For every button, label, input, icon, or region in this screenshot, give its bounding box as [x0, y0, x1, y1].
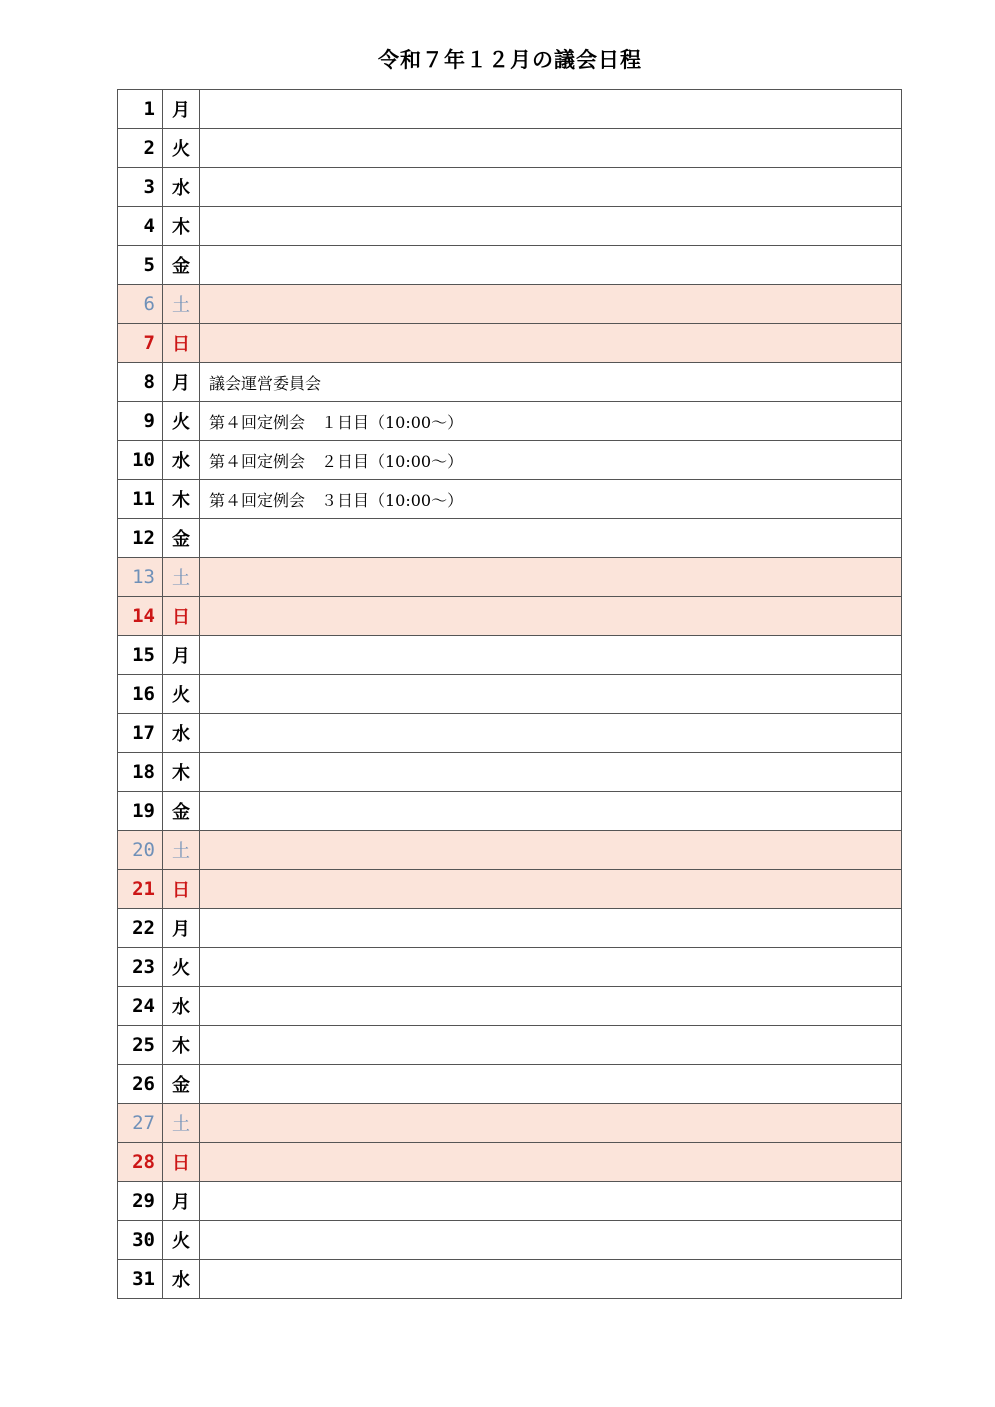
event-cell	[200, 1026, 902, 1065]
weekday-label: 木	[163, 207, 200, 246]
weekday-label: 水	[163, 441, 200, 480]
schedule-row	[118, 324, 902, 363]
day-number: 3	[118, 168, 163, 207]
weekday-label: 金	[163, 1065, 200, 1104]
day-number: 28	[118, 1143, 163, 1182]
weekday-label: 木	[163, 480, 200, 519]
weekday-label: 水	[163, 168, 200, 207]
event-cell	[200, 1143, 902, 1182]
schedule-row	[118, 675, 902, 714]
schedule-row	[118, 90, 902, 129]
day-number: 13	[118, 558, 163, 597]
weekday-label: 火	[163, 675, 200, 714]
event-cell: 第４回定例会 ２日目（10:00～）	[200, 441, 902, 480]
event-cell	[200, 207, 902, 246]
day-number: 8	[118, 363, 163, 402]
day-number: 1	[118, 90, 163, 129]
schedule-row	[118, 1260, 902, 1299]
schedule-row	[118, 246, 902, 285]
schedule-row	[118, 792, 902, 831]
event-cell: 議会運営委員会	[200, 363, 902, 402]
schedule-row	[118, 480, 902, 519]
schedule-row	[118, 558, 902, 597]
weekday-label: 水	[163, 714, 200, 753]
page-title: 令和７年１２月の議会日程	[378, 48, 642, 72]
schedule-row	[118, 363, 902, 402]
day-number: 20	[118, 831, 163, 870]
weekday-label: 水	[163, 1260, 200, 1299]
weekday-label: 土	[163, 558, 200, 597]
day-number: 31	[118, 1260, 163, 1299]
event-cell: 第４回定例会 ３日目（10:00～）	[200, 480, 902, 519]
day-number: 2	[118, 129, 163, 168]
event-cell	[200, 948, 902, 987]
schedule-row	[118, 909, 902, 948]
event-cell	[200, 1221, 902, 1260]
schedule-row	[118, 519, 902, 558]
weekday-label: 月	[163, 1182, 200, 1221]
day-number: 22	[118, 909, 163, 948]
day-number: 15	[118, 636, 163, 675]
weekday-label: 月	[163, 909, 200, 948]
weekday-label: 日	[163, 597, 200, 636]
schedule-row	[118, 714, 902, 753]
weekday-label: 火	[163, 129, 200, 168]
day-number: 26	[118, 1065, 163, 1104]
weekday-label: 月	[163, 636, 200, 675]
weekday-label: 月	[163, 90, 200, 129]
day-number: 23	[118, 948, 163, 987]
schedule-row	[118, 402, 902, 441]
day-number: 10	[118, 441, 163, 480]
weekday-label: 土	[163, 831, 200, 870]
schedule-body	[118, 90, 902, 1299]
day-number: 18	[118, 753, 163, 792]
event-cell	[200, 909, 902, 948]
event-cell	[200, 285, 902, 324]
weekday-label: 月	[163, 363, 200, 402]
event-cell	[200, 675, 902, 714]
day-number: 6	[118, 285, 163, 324]
schedule-row	[118, 1104, 902, 1143]
day-number: 14	[118, 597, 163, 636]
schedule-row	[118, 753, 902, 792]
weekday-label: 日	[163, 324, 200, 363]
schedule-row	[118, 129, 902, 168]
event-cell	[200, 90, 902, 129]
schedule-row	[118, 441, 902, 480]
weekday-label: 土	[163, 285, 200, 324]
day-number: 4	[118, 207, 163, 246]
event-cell	[200, 714, 902, 753]
weekday-label: 火	[163, 1221, 200, 1260]
event-cell	[200, 324, 902, 363]
weekday-label: 金	[163, 519, 200, 558]
event-cell	[200, 168, 902, 207]
event-cell	[200, 987, 902, 1026]
event-cell	[200, 753, 902, 792]
event-cell	[200, 870, 902, 909]
day-number: 16	[118, 675, 163, 714]
schedule-table	[117, 89, 902, 1299]
event-cell	[200, 1065, 902, 1104]
event-cell	[200, 129, 902, 168]
event-cell: 第４回定例会 １日目（10:00～）	[200, 402, 902, 441]
schedule-row	[118, 1026, 902, 1065]
weekday-label: 日	[163, 1143, 200, 1182]
day-number: 21	[118, 870, 163, 909]
day-number: 7	[118, 324, 163, 363]
schedule-row	[118, 1221, 902, 1260]
day-number: 25	[118, 1026, 163, 1065]
schedule-row	[118, 1182, 902, 1221]
weekday-label: 土	[163, 1104, 200, 1143]
event-cell	[200, 1104, 902, 1143]
day-number: 9	[118, 402, 163, 441]
weekday-label: 火	[163, 402, 200, 441]
day-number: 29	[118, 1182, 163, 1221]
schedule-row	[118, 1143, 902, 1182]
schedule-row	[118, 870, 902, 909]
day-number: 19	[118, 792, 163, 831]
weekday-label: 木	[163, 753, 200, 792]
day-number: 5	[118, 246, 163, 285]
schedule-row	[118, 1065, 902, 1104]
event-cell	[200, 1182, 902, 1221]
day-number: 24	[118, 987, 163, 1026]
weekday-label: 火	[163, 948, 200, 987]
schedule-row	[118, 285, 902, 324]
event-cell	[200, 597, 902, 636]
weekday-label: 金	[163, 792, 200, 831]
schedule-row	[118, 597, 902, 636]
schedule-row	[118, 207, 902, 246]
schedule-row	[118, 168, 902, 207]
day-number: 11	[118, 480, 163, 519]
weekday-label: 金	[163, 246, 200, 285]
event-cell	[200, 558, 902, 597]
day-number: 12	[118, 519, 163, 558]
event-cell	[200, 519, 902, 558]
event-cell	[200, 831, 902, 870]
weekday-label: 水	[163, 987, 200, 1026]
schedule-row	[118, 831, 902, 870]
event-cell	[200, 636, 902, 675]
day-number: 30	[118, 1221, 163, 1260]
event-cell	[200, 1260, 902, 1299]
event-cell	[200, 246, 902, 285]
weekday-label: 木	[163, 1026, 200, 1065]
schedule-row	[118, 636, 902, 675]
day-number: 17	[118, 714, 163, 753]
day-number: 27	[118, 1104, 163, 1143]
schedule-row	[118, 987, 902, 1026]
weekday-label: 日	[163, 870, 200, 909]
schedule-row	[118, 948, 902, 987]
event-cell	[200, 792, 902, 831]
